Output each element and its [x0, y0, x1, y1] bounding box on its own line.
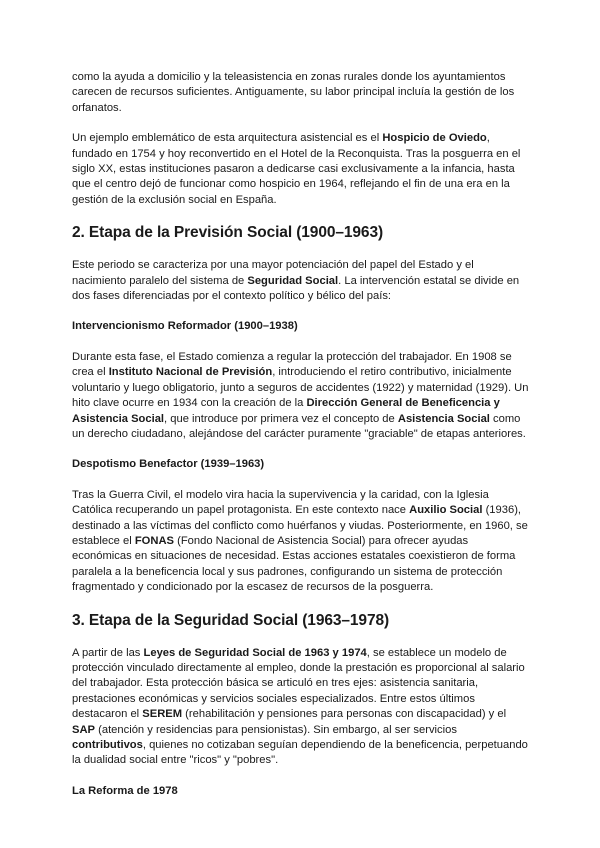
bold-term: Seguridad Social — [247, 274, 339, 287]
paragraph-text: , introduciendo el retiro contributivo, inicialmente voluntario y luego obligatorio, junto a seguros de accidentes (1922) y maternidad (1929). Un hito clave ocurre en 1934 con la creación de la — [72, 366, 529, 410]
bold-term: Leyes de Seguridad Social de 1963 y 1974 — [143, 646, 367, 659]
paragraph-text: , quienes no cotizaban seguían dependiendo de la beneficencia, perpetuando la dualidad social entre "ricos" y "pobres". — [72, 739, 528, 767]
section-heading: 2. Etapa de la Previsión Social (1900–1963) — [72, 224, 384, 242]
paragraph-text: (rehabilitación y pensiones para personas con discapacidad) y el — [182, 708, 507, 721]
paragraph-text: A partir de las — [72, 646, 144, 659]
paragraph-text: , fundado en 1754 y hoy reconvertido en el Hotel de la Reconquista. Tras la posguerra en el siglo XX, estas instituciones pasaron a dedicarse casi exclusivamente a la infancia, hasta que el centro dejó de funcionar como hospicio en 1964, reflejando el fin de una era en la gestión de la exclusión social en España. — [72, 132, 521, 206]
paragraph-text: Durante esta fase, el Estado comienza a regular la protección del trabajador. En 1908 se crea el — [72, 350, 512, 379]
bold-term: Instituto Nacional de Previsión — [108, 366, 273, 379]
section-heading: 3. Etapa de la Seguridad Social (1963–1978) — [72, 611, 390, 629]
bold-term: Hospicio de Oviedo — [382, 132, 487, 145]
bold-term: Asistencia Social — [397, 412, 490, 425]
paragraph — [72, 488, 530, 596]
paragraph-text: (1936), destinado a las víctimas del conflicto como huérfanos y viudas. Posteriormente, en 1960, se establece el — [72, 504, 528, 547]
bold-term: Dirección General de Beneficencia y Asistencia Social — [72, 397, 500, 425]
paragraph-text: . La intervención estatal se divide en dos fases diferenciadas por el contexto político y bélico del país: — [72, 274, 520, 303]
paragraph — [72, 258, 530, 304]
document-page — [72, 70, 530, 799]
bold-term: Auxilio Social — [409, 504, 483, 517]
paragraph-text: como un derecho ciudadano, alejándose del carácter puramente "graciable" de etapas anteriores. — [72, 412, 526, 440]
paragraph-text: Tras la Guerra Civil, el modelo vira hacia la supervivencia y la caridad, con la Iglesia Católica recuperando un papel protagonista. En este contexto nace — [72, 488, 489, 517]
paragraph-text: , que introduce por primera vez el concepto de — [164, 412, 398, 425]
bold-term: FONAS — [134, 534, 174, 547]
bold-term: contributivos — [72, 739, 143, 751]
paragraph — [72, 646, 530, 769]
subsection-heading: Intervencionismo Reformador (1900–1938) — [72, 320, 298, 333]
subsection-heading: Despotismo Benefactor (1939–1963) — [72, 458, 265, 471]
subsection-heading: La Reforma de 1978 — [72, 784, 178, 797]
bold-term: SAP — [72, 723, 96, 736]
paragraph-text: (atención y residencias para pensionistas). Sin embargo, al ser servicios — [95, 723, 457, 736]
paragraph-text: , se establece un modelo de protección vinculado directamente al empleo, donde la prestación es proporcional al salario del trabajador. Esta protección básica se articuló en tres ejes: asistencia sanitaria, prestaciones económicas y servicios sociales especializados. Entre estos últimos destacaron el — [72, 646, 525, 721]
paragraph — [72, 70, 530, 116]
paragraph-text: como la ayuda a domicilio y la teleasistencia en zonas rurales donde los ayuntamientos carecen de recursos suficientes. Antiguamente, su labor principal incluía la gestión de los orfanatos. — [72, 71, 515, 114]
paragraph — [72, 350, 530, 442]
bold-term: SEREM — [142, 708, 183, 721]
paragraph-text: Un ejemplo emblemático de esta arquitectura asistencial es el — [72, 132, 383, 145]
paragraph-text: Este periodo se caracteriza por una mayor potenciación del papel del Estado y el nacimiento paralelo del sistema de — [72, 259, 474, 287]
paragraph — [72, 131, 530, 208]
paragraph-text: (Fondo Nacional de Asistencia Social) para ofrecer ayudas económicas en situaciones de necesidad. Estas acciones estatales coexistieron de forma paralela a la beneficencia local y sus padrones, configurando un sistema de protección fragmentado y condicionado por la escasez de recursos de la posguerra. — [72, 534, 516, 594]
